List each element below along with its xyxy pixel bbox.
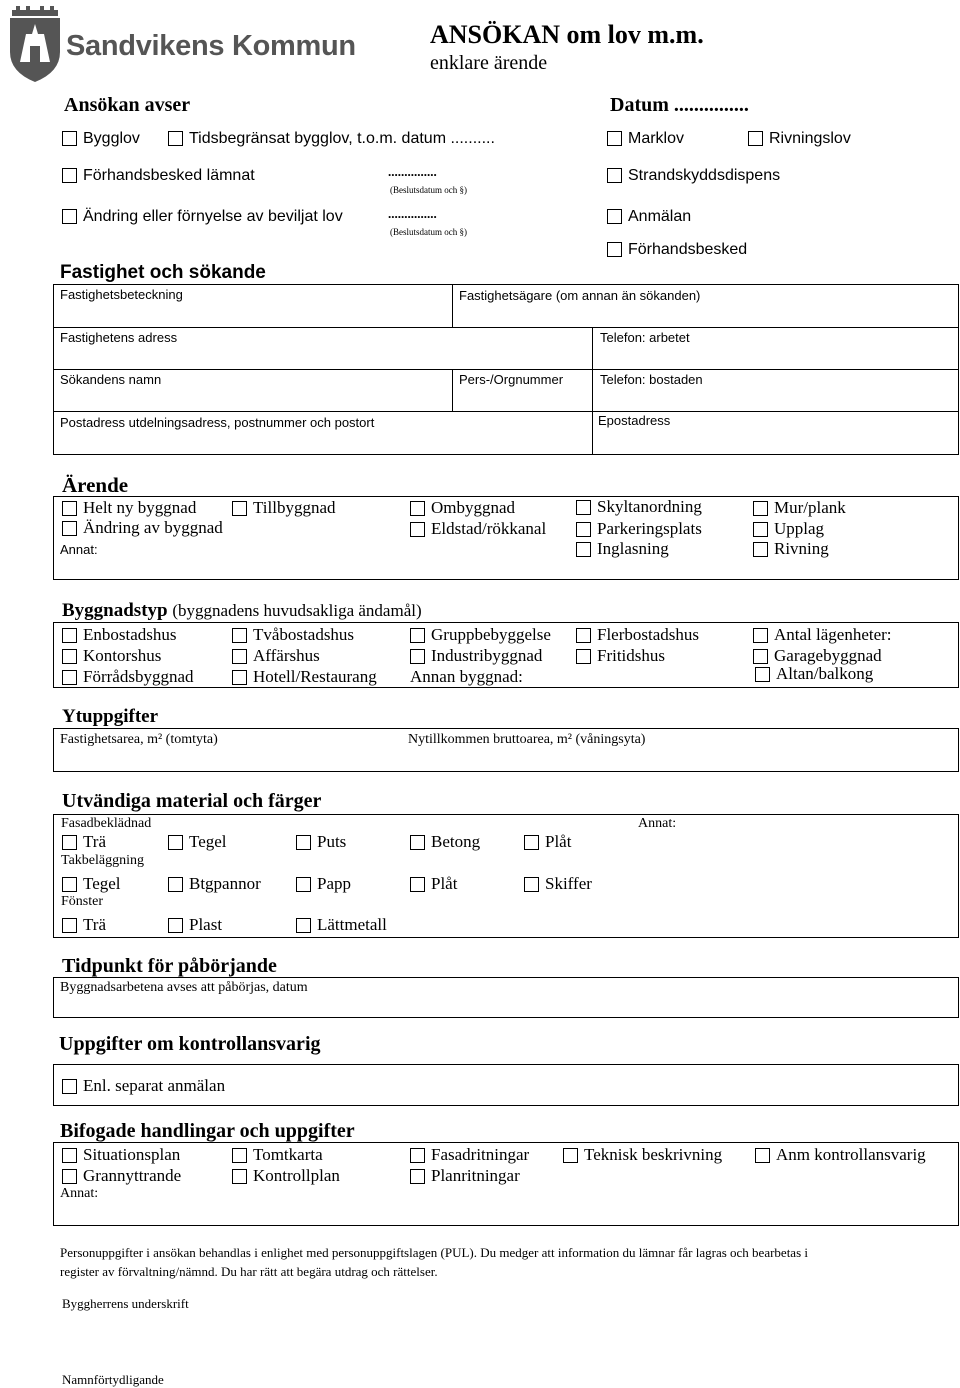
checkbox-fasad-plat[interactable]: Plåt <box>524 832 571 852</box>
checkbox-fonster-lattmetall[interactable]: Lättmetall <box>296 915 387 935</box>
municipality-crest-icon <box>6 2 64 82</box>
checkbox-mur-plank[interactable]: Mur/plank <box>753 498 846 518</box>
checkbox-icon[interactable] <box>755 667 770 682</box>
checkbox-kontorshus[interactable]: Kontorshus <box>62 646 161 666</box>
checkbox-upplag[interactable]: Upplag <box>753 519 824 539</box>
checkbox-enbostadshus[interactable]: Enbostadshus <box>62 625 177 645</box>
checkbox-teknisk-beskrivning[interactable]: Teknisk beskrivning <box>563 1145 722 1165</box>
checkbox-fasad-puts[interactable]: Puts <box>296 832 346 852</box>
checkbox-forradsbyggnad[interactable]: Förrådsbyggnad <box>62 667 193 687</box>
telefon-arbetet-field[interactable]: Telefon: arbetet <box>600 330 690 345</box>
datum-label: Datum ............... <box>610 94 749 116</box>
checkbox-icon[interactable] <box>296 877 311 892</box>
checkbox-icon[interactable] <box>753 628 768 643</box>
bifogade-annat-field[interactable]: Annat: <box>60 1186 99 1201</box>
beslut-note-2: (Beslutsdatum och §) <box>390 227 467 237</box>
checkbox-helt-ny-byggnad[interactable]: Helt ny byggnad <box>62 498 196 518</box>
checkbox-anm-kontrollansvarig[interactable]: Anm kontrollansvarig <box>755 1145 926 1165</box>
checkbox-fasad-tegel[interactable]: Tegel <box>168 832 227 852</box>
logo-text: Sandvikens Kommun <box>66 30 356 62</box>
checkbox-icon[interactable] <box>62 918 77 933</box>
form-title: ANSÖKAN om lov m.m. <box>430 20 704 49</box>
checkbox-icon[interactable] <box>232 1169 247 1184</box>
checkbox-icon[interactable] <box>753 501 768 516</box>
checkbox-icon[interactable] <box>753 522 768 537</box>
fastighetens-adress-field[interactable]: Fastighetens adress <box>60 330 178 345</box>
checkbox-icon[interactable] <box>410 501 425 516</box>
checkbox-fasad-tra[interactable]: Trä <box>62 832 106 852</box>
checkbox-tidsbegransat[interactable]: Tidsbegränsat bygglov, t.o.m. datum .......... <box>168 129 495 149</box>
checkbox-icon[interactable] <box>607 209 622 224</box>
checkbox-andring[interactable]: Ändring eller förnyelse av beviljat lov <box>62 207 343 227</box>
checkbox-icon[interactable] <box>410 1169 425 1184</box>
section-heading-kontroll: Uppgifter om kontrollansvarig <box>59 1033 321 1055</box>
checkbox-icon[interactable] <box>563 1148 578 1163</box>
checkbox-tak-skiffer[interactable]: Skiffer <box>524 874 592 894</box>
checkbox-icon[interactable] <box>755 1148 770 1163</box>
checkbox-icon[interactable] <box>524 835 539 850</box>
section-heading-ytuppgifter: Ytuppgifter <box>62 706 159 727</box>
checkbox-icon[interactable] <box>410 628 425 643</box>
checkbox-icon[interactable] <box>62 835 77 850</box>
checkbox-anmalan[interactable]: Anmälan <box>607 207 691 227</box>
pul-text-line2: register av förvaltning/nämnd. Du har rätt att begära utdrag och rättelser. <box>60 1264 438 1279</box>
beslut-note-1: (Beslutsdatum och §) <box>390 185 467 195</box>
checkbox-icon[interactable] <box>62 501 77 516</box>
checkbox-tak-plat[interactable]: Plåt <box>410 874 457 894</box>
checkbox-icon[interactable] <box>62 628 77 643</box>
fastighetsbeteckning-field[interactable]: Fastighetsbeteckning <box>60 287 183 302</box>
checkbox-icon[interactable] <box>62 209 77 224</box>
checkbox-parkeringsplats[interactable]: Parkeringsplats <box>576 519 702 539</box>
fasadbekladnad-label: Fasadbeklädnad <box>61 816 152 831</box>
checkbox-flerbostadshus[interactable]: Flerbostadshus <box>576 625 699 645</box>
checkbox-icon[interactable] <box>748 131 763 146</box>
checkbox-forhandsbesked-lamnat[interactable]: Förhandsbesked lämnat <box>62 166 255 186</box>
section-heading-ansokan: Ansökan avser <box>64 94 191 116</box>
checkbox-icon[interactable] <box>576 522 591 537</box>
divider <box>452 369 453 411</box>
sokandens-namn-field[interactable]: Sökandens namn <box>60 372 162 387</box>
postadress-field[interactable]: Postadress utdelningsadress, postnummer och postort <box>60 415 375 430</box>
divider <box>53 369 959 370</box>
checkbox-tillbyggnad[interactable]: Tillbyggnad <box>232 498 336 518</box>
checkbox-icon[interactable] <box>296 835 311 850</box>
arende-annat-field[interactable]: Annat: <box>60 542 98 557</box>
byggnadstyp-note: (byggnadens huvudsakliga ändamål) <box>172 601 422 620</box>
checkbox-icon[interactable] <box>62 1148 77 1163</box>
checkbox-grannyttrande[interactable]: Grannyttrande <box>62 1166 181 1186</box>
logo <box>4 2 356 84</box>
checkbox-icon[interactable] <box>576 542 591 557</box>
checkbox-icon[interactable] <box>410 877 425 892</box>
checkbox-icon[interactable] <box>607 242 622 257</box>
checkbox-icon[interactable] <box>524 877 539 892</box>
fastighetsarea-field[interactable]: Fastighetsarea, m² (tomtyta) <box>60 732 218 747</box>
section-heading-fastighet: Fastighet och sökande <box>60 262 266 283</box>
beslut-dots-1: ............... <box>388 164 437 179</box>
nytillkommen-bruttoarea-field[interactable]: Nytillkommen bruttoarea, m² (våningsyta) <box>408 732 646 747</box>
checkbox-andring-av-byggnad[interactable]: Ändring av byggnad <box>62 518 223 538</box>
checkbox-tvabostadshus[interactable]: Tvåbostadshus <box>232 625 354 645</box>
checkbox-icon[interactable] <box>576 628 591 643</box>
material-annat-field[interactable]: Annat: <box>638 816 677 831</box>
checkbox-planritningar[interactable]: Planritningar <box>410 1166 520 1186</box>
orgnummer-field[interactable]: Pers-/Orgnummer <box>459 372 564 387</box>
annan-byggnad-field[interactable]: Annan byggnad: <box>410 667 523 686</box>
checkbox-fasad-betong[interactable]: Betong <box>410 832 480 852</box>
checkbox-icon[interactable] <box>168 131 183 146</box>
checkbox-icon[interactable] <box>576 500 591 515</box>
checkbox-icon[interactable] <box>232 501 247 516</box>
divider <box>53 327 959 328</box>
namnfortydligande-field[interactable]: Namnförtydligande <box>62 1372 164 1387</box>
checkbox-fasadritningar[interactable]: Fasadritningar <box>410 1145 529 1165</box>
checkbox-altan-balkong[interactable]: Altan/balkong <box>755 664 873 684</box>
beslut-dots-2: ............... <box>388 206 437 221</box>
checkbox-fonster-tra[interactable]: Trä <box>62 915 106 935</box>
divider <box>53 411 959 412</box>
checkbox-fritidshus[interactable]: Fritidshus <box>576 646 665 666</box>
checkbox-rivning[interactable]: Rivning <box>753 539 829 559</box>
checkbox-icon[interactable] <box>62 521 77 536</box>
section-heading-arende: Ärende <box>62 473 129 497</box>
telefon-bostaden-field[interactable]: Telefon: bostaden <box>600 372 703 387</box>
section-heading-bifogade: Bifogade handlingar och uppgifter <box>60 1120 355 1142</box>
checkbox-icon[interactable] <box>232 1148 247 1163</box>
fonster-label: Fönster <box>61 894 103 909</box>
checkbox-icon[interactable] <box>607 168 622 183</box>
checkbox-icon[interactable] <box>753 649 768 664</box>
checkbox-icon[interactable] <box>62 1079 77 1094</box>
checkbox-icon[interactable] <box>753 542 768 557</box>
checkbox-icon[interactable] <box>168 835 183 850</box>
divider <box>452 284 453 327</box>
checkbox-icon[interactable] <box>62 670 77 685</box>
checkbox-ombyggnad[interactable]: Ombyggnad <box>410 498 515 518</box>
checkbox-tak-papp[interactable]: Papp <box>296 874 351 894</box>
section-heading-material: Utvändiga material och färger <box>62 790 322 812</box>
checkbox-marklov[interactable]: Marklov <box>607 129 684 149</box>
checkbox-forhandsbesked[interactable]: Förhandsbesked <box>607 240 747 260</box>
pul-text-line1: Personuppgifter i ansökan behandlas i enlighet med personuppgiftslagen (PUL). Du medger att information du lämnar får lagras och bearbetas i <box>60 1245 809 1260</box>
checkbox-skyltanordning[interactable]: Skyltanordning <box>576 497 702 517</box>
divider <box>592 327 593 455</box>
checkbox-garagebyggnad[interactable]: Garagebyggnad <box>753 646 882 666</box>
checkbox-icon[interactable] <box>232 649 247 664</box>
checkbox-situationsplan[interactable]: Situationsplan <box>62 1145 180 1165</box>
form-subtitle: enklare ärende <box>430 52 548 74</box>
checkbox-fonster-plast[interactable]: Plast <box>168 915 222 935</box>
checkbox-icon[interactable] <box>62 649 77 664</box>
checkbox-icon[interactable] <box>62 877 77 892</box>
checkbox-affarshus[interactable]: Affärshus <box>232 646 320 666</box>
underskrift-field[interactable]: Byggherrens underskrift <box>62 1296 189 1311</box>
checkbox-icon[interactable] <box>410 522 425 537</box>
checkbox-gruppbebyggelse[interactable]: Gruppbebyggelse <box>410 625 551 645</box>
checkbox-icon[interactable] <box>168 877 183 892</box>
checkbox-icon[interactable] <box>410 1148 425 1163</box>
checkbox-kontrollplan[interactable]: Kontrollplan <box>232 1166 340 1186</box>
checkbox-icon[interactable] <box>410 835 425 850</box>
checkbox-icon[interactable] <box>62 131 77 146</box>
checkbox-hotell-restaurang[interactable]: Hotell/Restaurang <box>232 667 377 687</box>
checkbox-inglasning[interactable]: Inglasning <box>576 539 669 559</box>
checkbox-icon[interactable] <box>168 918 183 933</box>
checkbox-tomtkarta[interactable]: Tomtkarta <box>232 1145 323 1165</box>
checkbox-icon[interactable] <box>607 131 622 146</box>
checkbox-icon[interactable] <box>232 670 247 685</box>
checkbox-eldstad[interactable]: Eldstad/rökkanal <box>410 519 546 539</box>
checkbox-tak-tegel[interactable]: Tegel <box>62 874 121 894</box>
checkbox-icon[interactable] <box>232 628 247 643</box>
checkbox-tak-betongpannor[interactable]: Btgpannor <box>168 874 261 894</box>
section-heading-tidpunkt: Tidpunkt för påbörjande <box>62 955 277 977</box>
fastighetsagare-field[interactable]: Fastighetsägare (om annan än sökanden) <box>459 288 701 303</box>
checkbox-rivningslov[interactable]: Rivningslov <box>748 129 851 149</box>
checkbox-industribyggnad[interactable]: Industribyggnad <box>410 646 542 666</box>
checkbox-strandskydd[interactable]: Strandskyddsdispens <box>607 166 780 186</box>
byggnadstyp-title: Byggnadstyp <box>62 600 168 621</box>
checkbox-bygglov[interactable]: Bygglov <box>62 129 140 149</box>
checkbox-icon[interactable] <box>62 168 77 183</box>
epostadress-field[interactable]: Epostadress <box>598 413 671 428</box>
checkbox-icon[interactable] <box>576 649 591 664</box>
section-heading-byggnadstyp <box>62 600 422 622</box>
checkbox-icon[interactable] <box>410 649 425 664</box>
paborjas-datum-field[interactable]: Byggnadsarbetena avses att påbörjas, datum <box>60 980 308 995</box>
checkbox-icon[interactable] <box>296 918 311 933</box>
checkbox-enl-separat-anmalan[interactable]: Enl. separat anmälan <box>62 1076 225 1096</box>
checkbox-antal-lagenheter[interactable]: Antal lägenheter: <box>753 625 892 645</box>
checkbox-icon[interactable] <box>62 1169 77 1184</box>
takbelaggning-label: Takbeläggning <box>61 853 144 868</box>
